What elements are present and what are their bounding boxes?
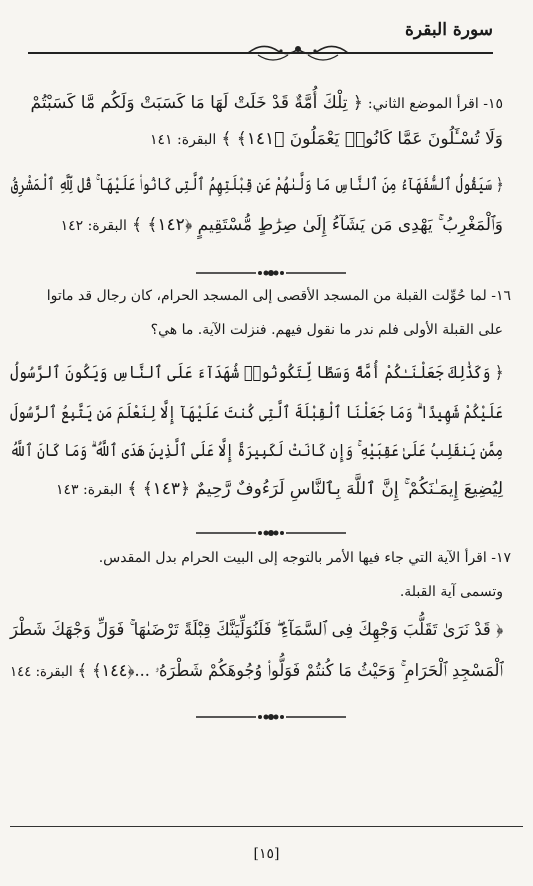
surah-title: سورة البقرة (405, 20, 493, 40)
q17-question-line1: ١٧- اقرأ الآية التي جاء فيها الأمر بالتوجه إلى البيت الحرام بدل المقدس. (98, 550, 511, 566)
q17-reference: البقرة: ١٤٤ (9, 664, 73, 680)
q16-verse-line1: ﴿ وَكَذَٰلِكَ جَعَلْنَـٰكُمْ أُمَّةً وَسَطًا لِّتَكُونُوا۟ شُهَدَآءَ عَلَى ٱلنَّاسِ وَيَكُونَ ٱلرَّسُولُ (9, 363, 503, 383)
q16-verse-line3: مِمَّن يَنقَلِبُ عَلَىٰ عَقِبَيْهِ ۚ وَإِن كَانَتْ لَكَبِيرَةً إِلَّا عَلَى ٱلَّذِينَ هَدَى ٱللَّهُ ۗ وَمَا كَانَ ٱللَّهُ (10, 441, 503, 461)
q15-verse2-line1: ﴿ سَيَقُولُ ٱلسُّفَهَآءُ مِنَ ٱلنَّاسِ مَا وَلَّىٰهُمْ عَن قِبْلَتِهِمُ ٱلَّتِى كَانُوا۟ عَلَيْهَا ۚ قُل لِّلَّهِ ٱلْمَشْرِقُ (10, 175, 503, 195)
q17-verse-line1: ﴿ قَدْ نَرَىٰ تَقَلُّبَ وَجْهِكَ فِى ٱلسَّمَآءِ ۖ فَلَنُوَلِّيَنَّكَ قِبْلَةً تَرْضَىٰهَا ۚ فَوَلِّ وَجْهَكَ شَطْرَ (9, 620, 503, 640)
section-divider-icon (196, 526, 346, 540)
page-header (28, 12, 493, 62)
q15-line4 (61, 214, 503, 235)
q16-question-line1: ١٦- لما حُوِّلت القبلة من المسجد الأقصى إلى المسجد الحرام، كان رجال قد ماتوا (46, 288, 511, 304)
page-number: [١٥] (253, 846, 280, 862)
q16-reference: البقرة: ١٤٣ (55, 482, 123, 498)
q15-line1 (31, 92, 503, 113)
q16-question-line2: على القبلة الأولى فلم ندر ما نقول فيهم. فنزلت الآية. ما هي؟ (150, 322, 503, 338)
q15-verse-line1: ﴿ تِلْكَ أُمَّةٌ قَدْ خَلَتْ لَهَا مَا كَسَبَتْ وَلَكُم مَّا كَسَبْتُمْ (30, 93, 363, 113)
section-divider-icon (196, 710, 346, 724)
q16-verse-line4: لِيُضِيعَ إِيمَـٰنَكُمْ ۚ إِنَّ ٱللَّهَ بِٱلنَّاسِ لَرَءُوفٌ رَّحِيمٌ ﴿١٤٣﴾ ﴾ (127, 479, 503, 499)
q17-question-line2: وتسمى آية القبلة. (399, 584, 503, 600)
q15-verse2-line2: وَٱلْمَغْرِبُ ۚ يَهْدِى مَن يَشَآءُ إِلَىٰ صِرَٰطٍ مُّسْتَقِيمٍ ﴿١٤٢﴾ ﴾ (131, 215, 503, 235)
footer-rule (10, 826, 523, 827)
q15-reference: البقرة: ١٤١ (150, 132, 217, 148)
q17-line4 (10, 660, 503, 681)
q15-verse-line2: وَلَا تُسْـَٔلُونَ عَمَّا كَانُوا۟ يَعْمَلُونَ ﴿١٤١﴾ ﴾ (221, 129, 503, 149)
header-ornament-icon (243, 39, 353, 67)
q15-heading: ١٥- اقرأ الموضع الثاني: (367, 96, 503, 112)
section-divider-icon (196, 266, 346, 280)
q17-verse-line2: ٱلْمَسْجِدِ ٱلْحَرَامِ ۚ وَحَيْثُ مَا كُنتُمْ فَوَلُّوا۟ وُجُوهَكُمْ شَطْرَهُۥ ...﴿١٤٤﴾ ﴾ (77, 661, 504, 681)
q16-line6 (56, 478, 503, 499)
q15-reference-2: البقرة: ١٤٢ (60, 218, 127, 234)
q15-line2 (150, 128, 503, 149)
q16-verse-line2: عَلَيْكُمْ شَهِيدًا ۗ وَمَا جَعَلْنَا ٱلْقِبْلَةَ ٱلَّتِى كُنتَ عَلَيْهَآ إِلَّا لِنَعْلَمَ مَن يَتَّبِعُ ٱلرَّسُولَ (10, 403, 503, 423)
